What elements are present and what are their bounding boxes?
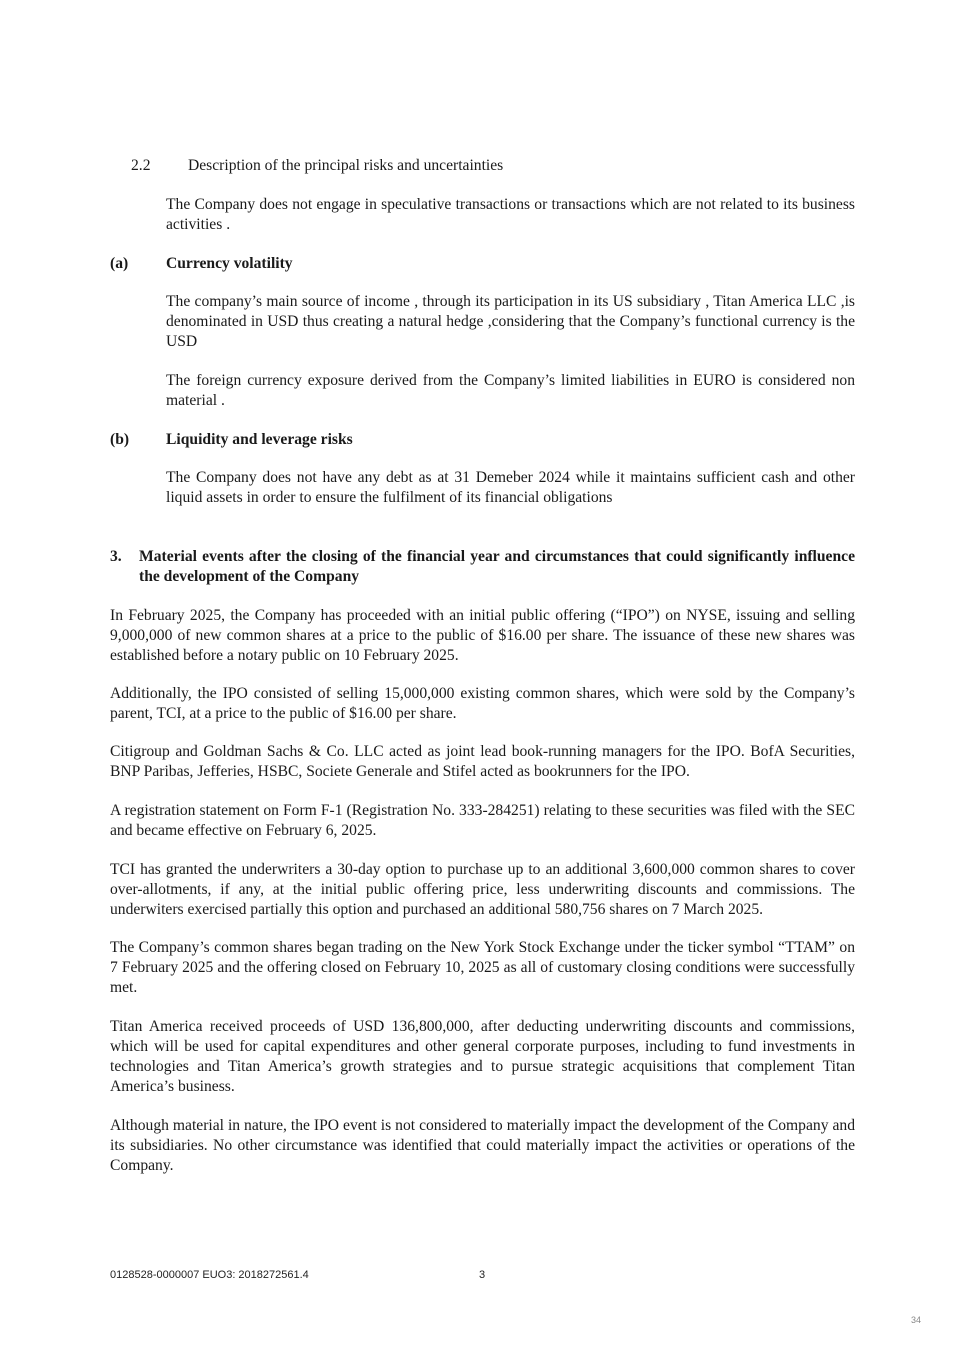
subsection-b-label: (b) xyxy=(110,431,130,448)
section-3-para-3: Citigroup and Goldman Sachs & Co. LLC acted as joint lead book-running managers for the IPO. BofA Securities, BNP Paribas, Jefferies, HSBC, Societe Generale and Stifel acted as bookrunners for the IPO. xyxy=(110,743,855,780)
subsection-a-para1: The company’s main source of income , through its participation in its US subsidiary , Titan America LLC ,is denominated in USD thus creating a natural hedge ,considering that the Company’s functional currency is the USD xyxy=(166,293,855,350)
section-3-para-1: In February 2025, the Company has proceeded with an initial public offering (“IPO”) on NYSE, issuing and selling 9,000,000 of new common shares at a price to the public of $16.00 per share. The issuance of these new shares was established before a notary public on 10 February 2025. xyxy=(110,607,855,664)
subsection-a-label: (a) xyxy=(110,255,129,272)
section-3-para-7: Titan America received proceeds of USD 136,800,000, after deducting underwriting discounts and commissions, which will be used for capital expenditures and other general corporate purposes, including to fund investments in technologies and Titan America’s growth strategies and to pursue strategic acquisitions that complement Titan America’s business. xyxy=(110,1018,855,1095)
section-3-para-6: The Company’s common shares began trading on the New York Stock Exchange under the ticker symbol “TTAM” on 7 February 2025 and the offering closed on February 10, 2025 as all of customary closing conditions were successfully met. xyxy=(110,939,855,996)
footer-page-number: 3 xyxy=(479,1269,486,1281)
section-2-2-intro: The Company does not engage in speculative transactions or transactions which are not related to its business activities . xyxy=(166,196,855,233)
subsection-b-para1: The Company does not have any debt as at 31 Demeber 2024 while it maintains sufficient cash and other liquid assets in order to ensure the fulfilment of its financial obligations xyxy=(166,469,855,506)
subsection-a-para2: The foreign currency exposure derived from the Company’s limited liabilities in EURO is considered non material . xyxy=(166,372,855,409)
subsection-a-title: Currency volatility xyxy=(166,255,293,272)
section-3-number: 3. xyxy=(110,548,122,565)
global-page-number: 34 xyxy=(911,1315,922,1325)
subsection-b-title: Liquidity and leverage risks xyxy=(166,431,353,448)
section-2-2-title: Description of the principal risks and uncertainties xyxy=(188,157,504,174)
footer-document-id: 0128528-0000007 EUO3: 2018272561.4 xyxy=(110,1269,309,1281)
section-3-para-4: A registration statement on Form F-1 (Registration No. 333-284251) relating to these securities was filed with the SEC and became effective on February 6, 2025. xyxy=(110,802,855,839)
section-3-para-8: Although material in nature, the IPO event is not considered to materially impact the development of the Company and its subsidiaries. No other circumstance was identified that could materially impact the activities or operations of the Company. xyxy=(110,1117,855,1174)
section-3-para-2: Additionally, the IPO consisted of selling 15,000,000 existing common shares, which were sold by the Company’s parent, TCI, at a price to the public of $16.00 per share. xyxy=(110,685,855,722)
section-2-2-number: 2.2 xyxy=(131,157,151,174)
section-3-title: Material events after the closing of the financial year and circumstances that could significantly influence the development of the Company xyxy=(139,548,855,585)
section-3-para-5: TCI has granted the underwriters a 30-day option to purchase up to an additional 3,600,000 common shares to cover over-allotments, if any, at the initial public offering price, less underwriting discounts and commissions. The underwiters exercised partially this option and purchased an additional 580,756 shares on 7 March 2025. xyxy=(110,861,855,918)
